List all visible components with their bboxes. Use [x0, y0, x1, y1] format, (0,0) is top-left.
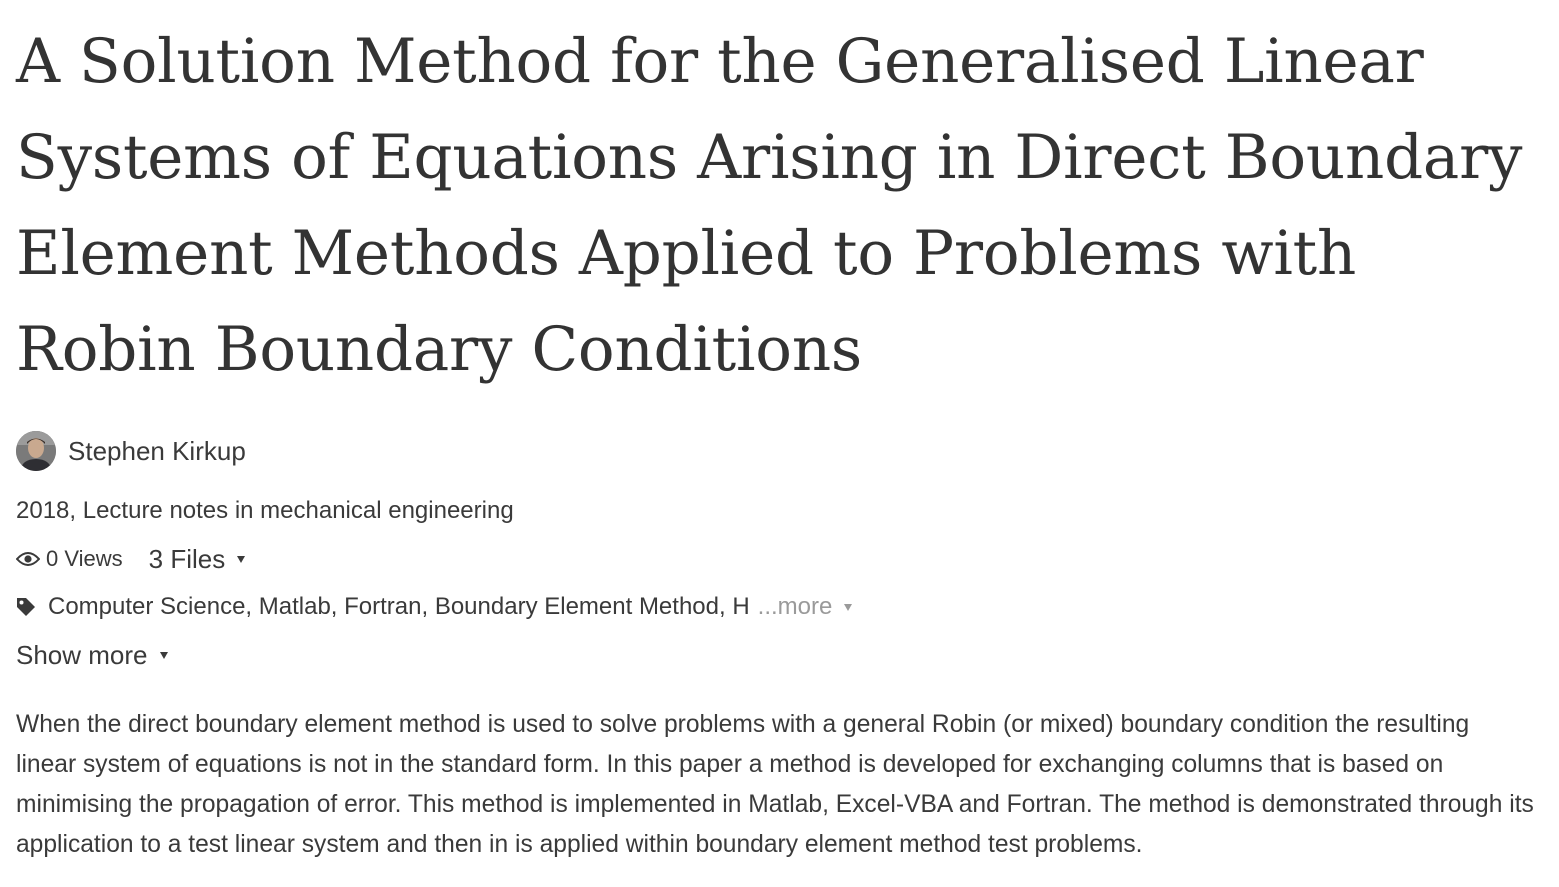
publication-info: 2018, Lecture notes in mechanical engineering: [16, 497, 514, 524]
caret-down-icon: [160, 652, 168, 659]
files-dropdown[interactable]: [149, 544, 246, 575]
show-more-label: Show more: [16, 639, 148, 670]
show-more-button[interactable]: [16, 639, 1546, 671]
caret-down-icon: [237, 556, 245, 563]
files-label: 3 Files: [148, 543, 226, 574]
tags-more-button[interactable]: [758, 593, 853, 621]
tag-icon: [16, 597, 36, 617]
stats-row: [16, 543, 1546, 575]
abstract: When the direct boundary element method is used to solve problems with a general Robin (or mixed) boundary condition the resulting linear system of equations is not in the standard form. In this paper a method is developed for exchanging columns that is based on minimising the propagation of error. This method is implemented in Matlab, Excel-VBA and Fortran. The method is demonstrated through its application to a test linear system and then in is applied within boundary element method test problems.: [16, 711, 1534, 858]
author-name[interactable]: Stephen Kirkup: [68, 435, 246, 466]
eye-icon: [16, 551, 40, 567]
paper-title: A Solution Method for the Generalised Linear Systems of Equations Arising in Direct Boundary Element Methods Applied to Problems with Robin Boundary Conditions: [16, 26, 1523, 385]
tags-list: Computer Science, Matlab, Fortran, Boundary Element Method, H: [48, 593, 750, 620]
tags-more-label: ...more: [757, 593, 833, 620]
paper-page: [16, 0, 1546, 865]
views-label: 0 Views: [46, 546, 123, 571]
author-row: [16, 431, 1546, 471]
caret-down-icon: [844, 604, 852, 611]
views-count: [16, 546, 123, 572]
avatar[interactable]: [16, 431, 56, 471]
tags-row: [16, 591, 1546, 623]
